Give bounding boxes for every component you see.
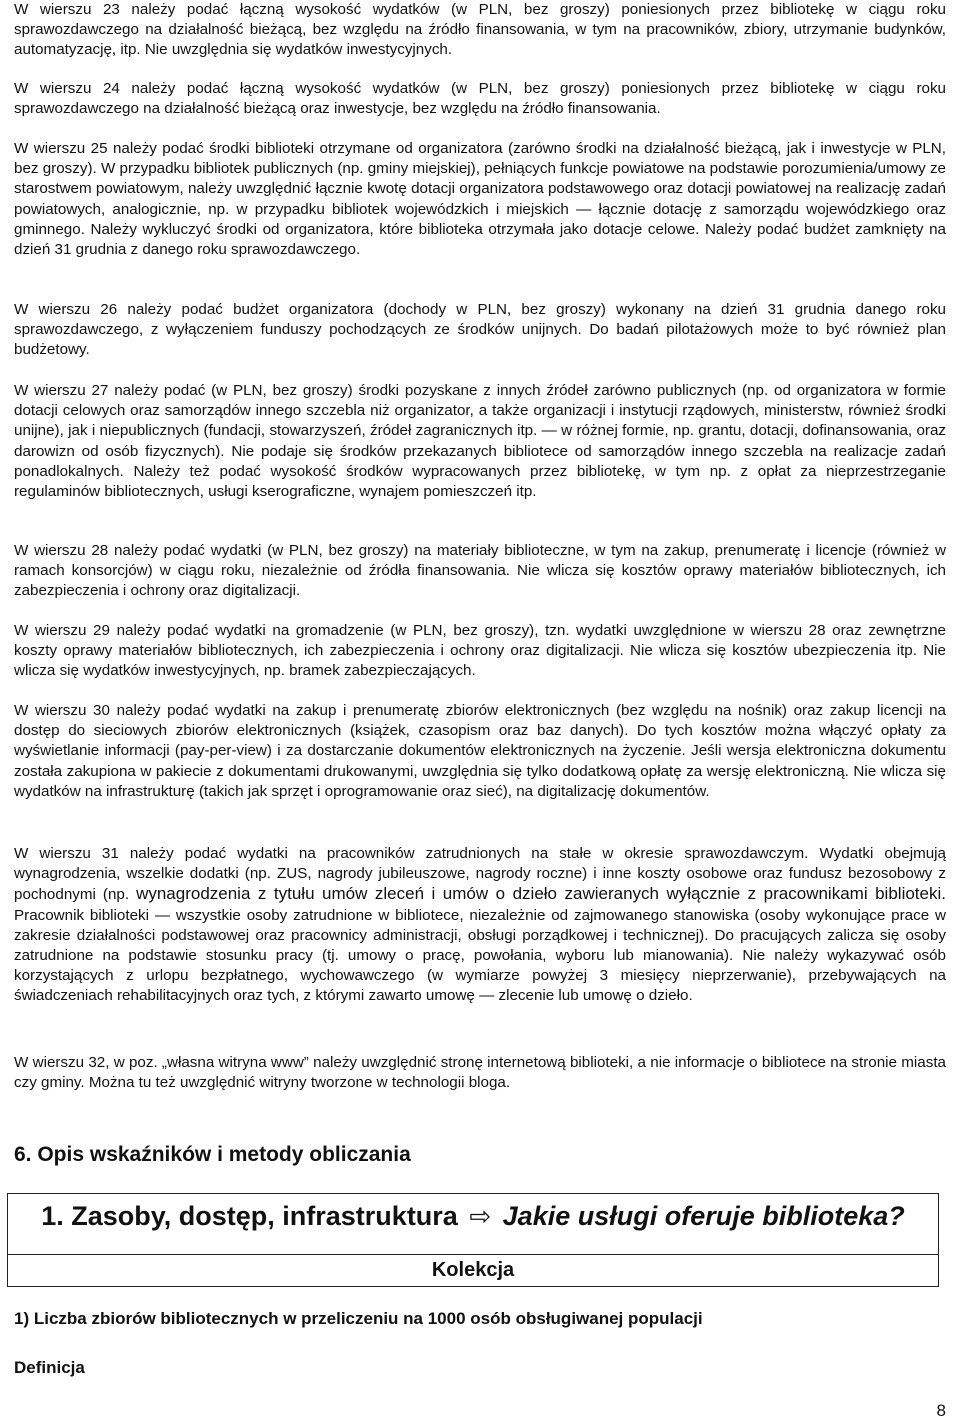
paragraph-row-25: W wierszu 25 należy podać środki biblioteki otrzymane od organizatora (zarówno środki na działalność bieżącą, jak i inwestycje w PLN, bez groszy). W przypadku bibliotek publicznych (np. gminy miejskiej), pełniących funkcje powiatowe na podstawie porozumienia/umowy ze starostwem powiatowym, należy uwzględnić łącznie kwotę dotacji organizatora podstawowego oraz dotacji powiatowej na realizację zadań powiatowych, analogicznie, np. w przypadku bibliotek wojewódzkich i miejskich — łącznie dotację z samorządu wojewódzkiego oraz gminnego. Należy wykluczyć środki od organizatora, które biblioteka otrzymała jako dotacje celowe. Należy podać budżet zamknięty na dzień 31 grudnia z danego roku sprawozdawczego. [14, 140, 946, 259]
paragraph-row-27: W wierszu 27 należy podać (w PLN, bez groszy) środki pozyskane z innych źródeł zarówno publicznych (np. od organizatora w formie dotacji celowych oraz samorządów innego szczebla niż organizator, a także organizacji i instytucji rządowych, ministerstw, również środki unijne), jak i niepublicznych (fundacji, stowarzyszeń, źródeł zagranicznych itp. — w różnej formie, np. grantu, dotacji, dofinansowania, oraz darowizn od osób fizycznych). Nie podaje się środków przekazanych bibliotece od samorządów innego szczebla na realizacje zadań ponadlokalnych. Należy też podać wysokość środków wypracowanych przez bibliotekę, w tym np. z opłat za nieprzestrzeganie regulaminów bibliotecznych, usługi kserograficzne, wynajem pomieszczeń itp. [14, 382, 946, 501]
banner-question: Jakie usługi oferuje biblioteka? [502, 1201, 905, 1231]
paragraph-row-28: W wierszu 28 należy podać wydatki (w PLN, bez groszy) na materiały biblioteczne, w tym na zakup, prenumeratę i licencje (również w ramach konsorcjów) w ciągu roku, niezależnie od źródła finansowania. Nie wlicza się kosztów oprawy materiałów bibliotecznych, ich zabezpieczenia i ochrony oraz digitalizacji. [14, 542, 946, 600]
arrow-right-icon: ⇨ [469, 1201, 492, 1231]
paragraph-row-30: W wierszu 30 należy podać wydatki na zakup i prenumeratę zbiorów elektronicznych (bez względu na nośnik) oraz zakup licencji na dostęp do sieciowych zbiorów elektronicznych (książek, czasopism oraz baz danych). Do tych kosztów można włączyć opłaty za wyświetlanie informacji (pay-per-view) i za dostarczanie dokumentów elektronicznych na życzenie. Jeśli wersja elektroniczna dokumentu została zakupiona w pakiecie z dokumentami drukowanymi, uwzględnia się tylko dodatkową opłatę za wersję elektroniczną. Nie wlicza się wydatków na infrastrukturę (takich jak sprzęt i oprogramowanie oraz sieć), na digitalizację dokumentów. [14, 702, 946, 800]
paragraph-row-31-part-c: Pracownik biblioteki — wszystkie osoby zatrudnione w bibliotece, niezależnie od zajmowanego stanowiska (osoby wykonujące prace w zakresie działalności podstawowej oraz pracownicy administracji, obsługi porządkowej i technicznej). Do pracujących zalicza się osoby zatrudnione na podstawie stosunku pracy (tj. umowy o pracę, powołania, wyboru lub mianowania). Nie należy wykazywać osób korzystających z urlopu bezpłatnego, wychowawczego (w wymiarze powyżej 3 miesięcy nieprzerwanie), przebywających na świadczeniach rehabilitacyjnych oraz tych, z którymi zawarto umowę — zlecenie lub umowę o dzieło. [14, 906, 946, 1005]
banner-prefix: 1. Zasoby, dostęp, infrastruktura [41, 1201, 458, 1231]
banner-heading [8, 1198, 938, 1234]
paragraph-row-31-part-a: W wierszu 31 należy podać wydatki na pracowników zatrudnionych na stałe w okresie sprawozdawczym. Wydatki obejmują wynagrodzenia, wszelkie dodatki (np. ZUS, nagrody jubileuszowe, nagrody roczne) i inne koszty osobowe oraz fundusz bezosobowy z pochodnymi (np. [14, 845, 946, 904]
paragraph-row-31 [14, 844, 946, 1007]
section-title: 6. Opis wskaźników i metody obliczania [14, 1143, 411, 1166]
paragraph-row-26: W wierszu 26 należy podać budżet organizatora (dochody w PLN, bez groszy) wykonany na dzień 31 grudnia danego roku sprawozdawczego, z wyłączeniem funduszy pochodzących ze środków unijnych. Do badań pilotażowych może to być również plan budżetowy. [14, 301, 946, 359]
indicator-heading: 1) Liczba zbiorów bibliotecznych w przeliczeniu na 1000 osób obsługiwanej populacji [14, 1309, 703, 1328]
definition-label: Definicja [14, 1358, 85, 1377]
paragraph-row-32: W wierszu 32, w poz. „własna witryna www” należy uwzględnić stronę internetową biblioteki, a nie informacje o bibliotece na stronie miasta czy gminy. Można tu też uwzględnić witryny tworzone w technologii bloga. [14, 1054, 946, 1092]
paragraph-row-23: W wierszu 23 należy podać łączną wysokość wydatków (w PLN, bez groszy) poniesionych przez bibliotekę w ciągu roku sprawozdawczego na działalność bieżącą, bez względu na źródło finansowania, w tym na pracowników, zbiory, utrzymanie budynków, automatyzację, itp. Nie uwzględnia się wydatków inwestycyjnych. [14, 1, 946, 59]
subsection-heading: Kolekcja [7, 1255, 939, 1287]
page-number: 8 [936, 1401, 946, 1420]
paragraph-row-24: W wierszu 24 należy podać łączną wysokość wydatków (w PLN, bez groszy) poniesionych przez bibliotekę w ciągu roku sprawozdawczego na działalność bieżącą oraz inwestycje, bez względu na źródło finansowania. [14, 80, 946, 118]
section-banner [7, 1193, 939, 1255]
paragraph-row-29: W wierszu 29 należy podać wydatki na gromadzenie (w PLN, bez groszy), tzn. wydatki uwzględnione w wierszu 28 oraz zewnętrzne koszty oprawy materiałów bibliotecznych, ich zabezpieczenia i ochrony oraz digitalizacji. Nie wlicza się kosztów ubezpieczenia itp. Nie wlicza się wydatków inwestycyjnych, np. bramek zabezpieczających. [14, 622, 946, 680]
paragraph-row-31-part-b: wynagrodzenia z tytułu umów zleceń i umów o dzieło zawieranych wyłącznie z pracownikami biblioteki. [136, 884, 946, 904]
